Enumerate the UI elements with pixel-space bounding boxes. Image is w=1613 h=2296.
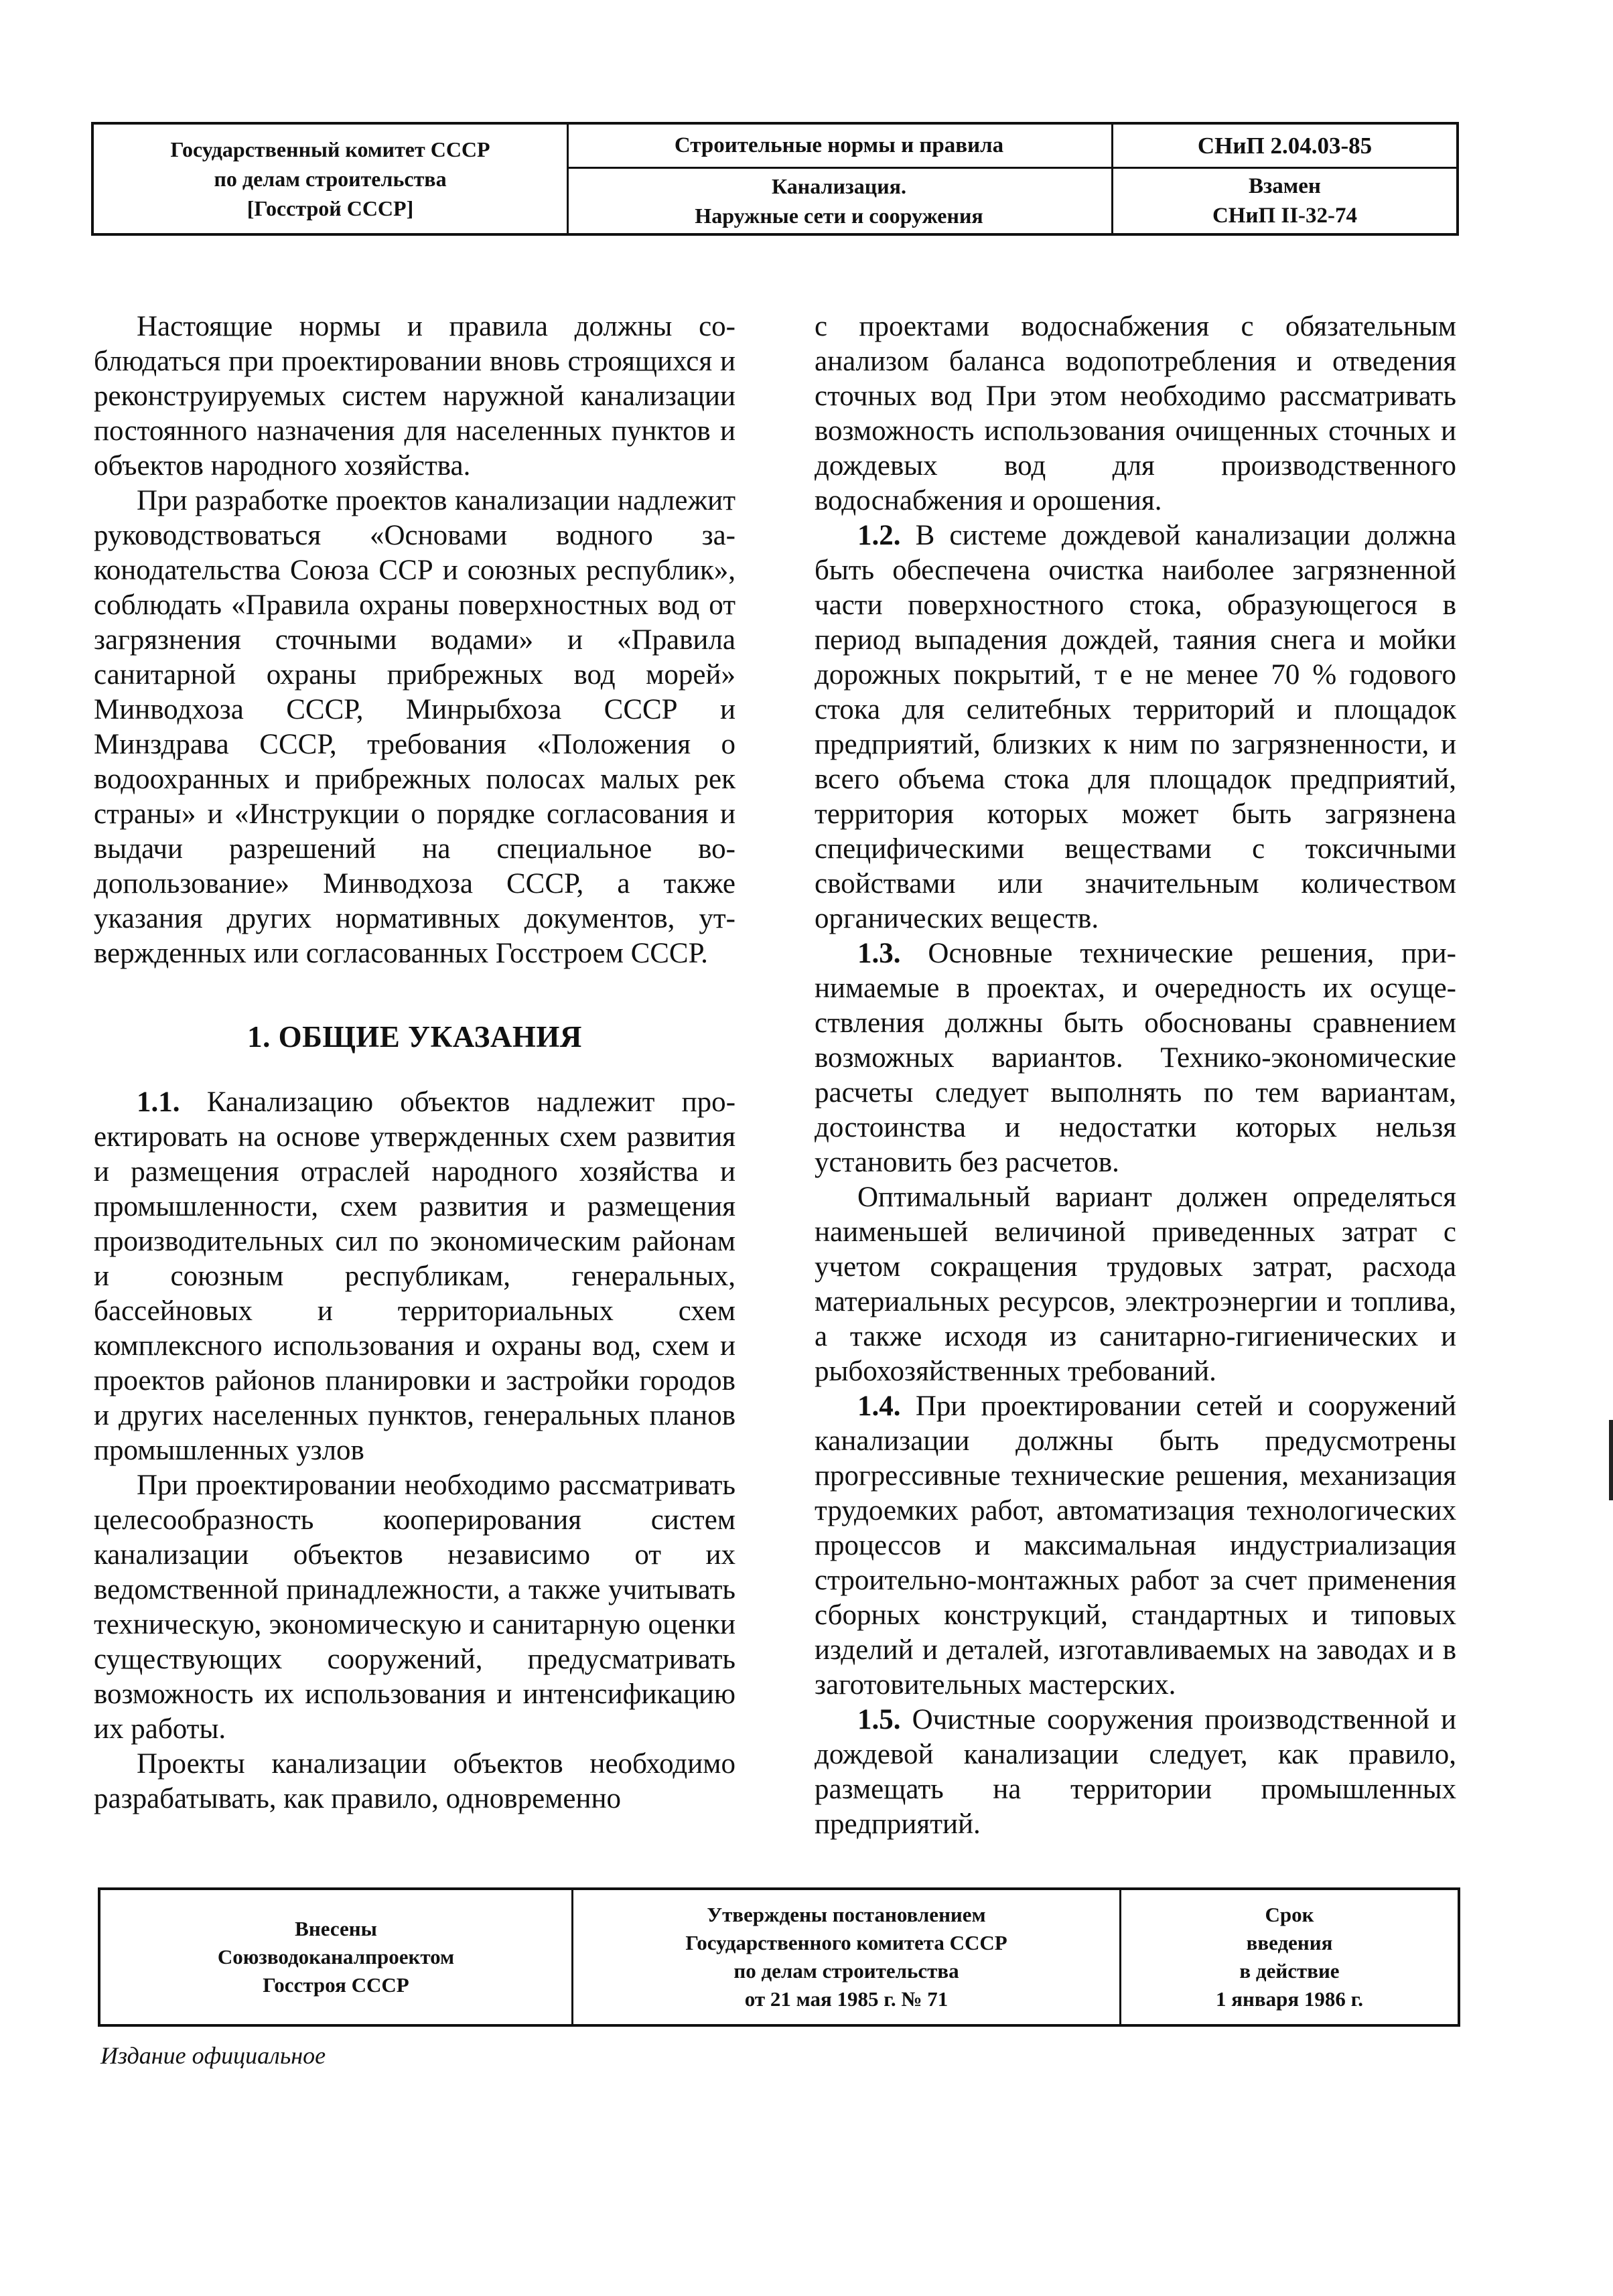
header-org-line: Государственный комитет СССР (170, 137, 490, 161)
paragraph-1-4 (815, 1389, 1456, 1703)
paragraph-1-5 (815, 1703, 1456, 1842)
header-org-line: [Госстрой СССР] (247, 196, 414, 220)
paragraph-intro-2: При разработке проектов канализации надлежит руководствоваться «Основами водного законодательства Союза ССР и союзных республик», соблюдать «Правила охраны поверхностных вод от загрязнения сточными водами» и «Правила санитарной охраны прибрежных вод морей» Минводхоза СССР, Минрыбхоза СССР и Минздрава СССР, требования «Положения о водоохранных и прибрежных полосах малых рек страны» и «Инструкции о порядке согласования и выдачи разрешений на специальное водопользование» Минводхоза СССР, а также указания других нормативных документов, утвержденных или согласованных Госстроем СССР. (94, 485, 735, 969)
clause-text: Очистные сооружения производственной и дождевой канализации следует, как правило, размещать на территории промышленных предприятий. (815, 1704, 1456, 1840)
footer-submitted-line: Внесены (295, 1917, 377, 1940)
header-replaces-line: СНиП II-32-74 (1212, 204, 1358, 228)
paragraph-continuation: с проектами водоснабжения с обязательным анализом баланса водопотребления и отведения сточных вод При этом необходимо рассматривать возможность использования очищенных сточных и дождевых вод для производственного водоснабжения и орошения. (815, 311, 1456, 516)
clause-text: Канализацию объектов надлежит проектировать на основе утвержденных схем развития и размещения отраслей народного хозяйства и промышленности, схем развития и размещения производительных сил по экономическим районам и союзным республикам, генеральных, бассейновых и территориальных схем комплексного использования и охраны вод, схем и проектов районов планировки и застройки городов и других населенных пунктов, генеральных планов промышленных узлов (94, 1086, 736, 1466)
section-title: 1. ОБЩИЕ УКАЗАНИЯ (247, 1020, 582, 1054)
paragraph-intro-1: Настоящие нормы и правила должны соблюдаться при проектировании вновь строящихся и реконструируемых систем наружной канализации постоянного назначения для населенных пунктов и объектов народного хозяйства. (94, 311, 735, 482)
paragraph-1-3 (815, 936, 1456, 1180)
header-replaces-cell (1113, 169, 1456, 233)
header-org-cell (94, 125, 569, 233)
paragraph-1-3b: Оптимальный вариант должен определяться наименьшей величиной приведенных затрат с учетом сокращения трудовых затрат, расхода материальных ресурсов, электроэнергии и топлива, а также исходя из санитарно-гигиенических и рыбохозяйственных требований. (815, 1181, 1456, 1387)
header-code: СНиП 2.04.03-85 (1113, 125, 1456, 169)
footer-table (98, 1887, 1460, 2027)
left-column (94, 309, 735, 1816)
footer-effective-line: введения (1246, 1931, 1333, 1954)
header-doc-type: Строительные нормы и правила (567, 125, 1113, 169)
edition-note: Издание официальное (100, 2042, 326, 2069)
footer-approved-line: по делам строительства (733, 1959, 959, 1983)
paragraph-1-1 (94, 1085, 735, 1468)
footer-effective-cell (1121, 1890, 1458, 2024)
clause-text: Основные технические решения, принимаемые в проектах, и очередность их осуществления должны быть обоснованы сравнением возможных вариантов. Технико-экономические расчеты следует выполнять по тем вариантам, достоинства и недостатки которых нельзя установить без расчетов. (815, 938, 1456, 1178)
footer-approved-line: от 21 мая 1985 г. № 71 (744, 1987, 949, 2011)
clause-number: 1.1. (137, 1086, 180, 1118)
header-title-line: Канализация. (772, 174, 906, 198)
clause-text: В системе дождевой канализации должна быть обеспечена очистка наиболее загрязненной части поверхностного стока, образующегося в период выпадения дождей, таяния снега и мойки дорожных покрытий, т е не менее 70 % годового стока для селитебных территорий и площадок предприятий, близких к ним по загрязненности, и всего объема стока для площадок предприятий, территория которых может быть загрязнена специфическими веществами с токсичными свойствами или значительным количеством органических веществ. (815, 520, 1456, 934)
footer-approved-line: Государственного комитета СССР (685, 1931, 1007, 1954)
header-replaces-line: Взамен (1249, 174, 1321, 198)
footer-effective-line: 1 января 1986 г. (1216, 1987, 1363, 2011)
header-table (91, 122, 1459, 236)
clause-text: При проектировании сетей и сооружений канализации должны быть предусмотрены прогрессивные технические решения, механизация трудоемких работ, автоматизация технологических процессов и максимальная индустриализация строительно-монтажных работ за счет применения сборных конструкций, стандартных и типовых изделий и деталей, изготавливаемых на заводах и в заготовительных мастерских. (815, 1390, 1457, 1701)
paragraph-1-1c: Проекты канализации объектов необходимо разрабатывать, как правило, одновременно (94, 1748, 735, 1814)
right-column (815, 309, 1456, 1842)
footer-approved-cell (573, 1890, 1121, 2024)
clause-number: 1.5. (857, 1704, 901, 1735)
page-edge-mark (1609, 1420, 1613, 1500)
footer-submitted-line: Госстроя СССР (263, 1973, 409, 1997)
footer-approved-line: Утверждены постановлением (707, 1903, 986, 1926)
paragraph-1-2 (815, 518, 1456, 936)
clause-number: 1.4. (857, 1390, 901, 1422)
header-title-line: Наружные сети и сооружения (695, 204, 983, 228)
footer-effective-line: Срок (1265, 1903, 1314, 1926)
footer-submitted-cell (100, 1890, 573, 2024)
header-title-cell (567, 169, 1113, 233)
paragraph-1-1b: При проектировании необходимо рассматривать целесообразность кооперирования систем канализации объектов независимо от их ведомственной принадлежности, а также учитывать техническую, экономическую и санитарную оценки существующих сооружений, предусматривать возможность их использования и интенсификацию их работы. (94, 1469, 735, 1745)
footer-submitted-line: Союзводоканалпроектом (217, 1945, 455, 1968)
clause-number: 1.2. (857, 520, 901, 551)
footer-effective-line: в действие (1239, 1959, 1340, 1983)
header-org-line: по делам строительства (214, 167, 447, 191)
clause-number: 1.3. (857, 938, 901, 969)
